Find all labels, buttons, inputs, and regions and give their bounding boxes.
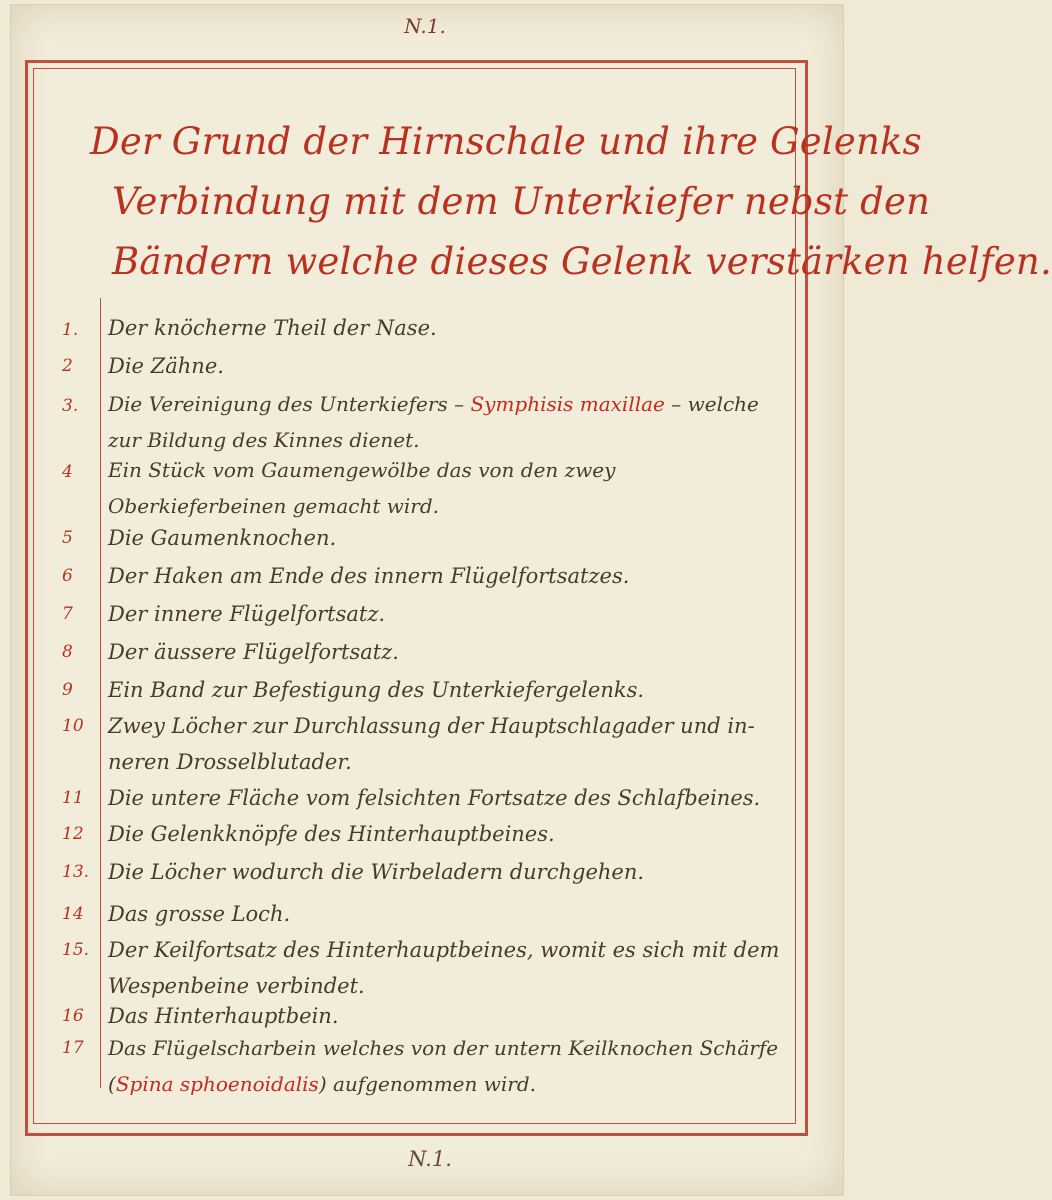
item-text [108, 1030, 788, 1102]
item-text: Der äussere Flügelfortsatz. [108, 640, 399, 664]
item-number: 14 [62, 904, 84, 924]
item-text: Die Löcher wodurch die Wirbeladern durchgehen. [108, 860, 645, 884]
item-text: Ein Stück vom Gaumengewölbe das von den zwey Oberkieferbeinen gemacht wird. [108, 458, 616, 518]
item-number: 1. [62, 320, 79, 340]
item-text: Der Keilfortsatz des Hinterhauptbeines, womit es sich mit dem Wespenbeine verbindet. [108, 938, 780, 998]
item-number: 11 [62, 788, 84, 808]
item-text: Der innere Flügelfortsatz. [108, 602, 386, 626]
item-number: 7 [62, 604, 73, 624]
title-line: Bändern welche dieses Gelenk verstärken helfen. [112, 240, 1052, 283]
page-title [90, 112, 1052, 292]
page-number-bottom: N.1. [408, 1147, 452, 1171]
item-number: 4 [62, 462, 73, 482]
item-number: 2 [62, 356, 73, 376]
item-text: Die Gaumenknochen. [108, 526, 337, 550]
item-text: Die untere Fläche vom felsichten Fortsatze des Schlafbeines. [108, 786, 761, 810]
item-text-part: Das Flügelscharbein welches von der untern Keilknochen Schärfe ( [108, 1036, 779, 1096]
latin-term: Spina sphoenoidalis [115, 1072, 319, 1096]
item-number: 5 [62, 528, 73, 548]
item-number: 12 [62, 824, 84, 844]
item-text: Ein Band zur Befestigung des Unterkiefergelenks. [108, 678, 645, 702]
item-text: Die Zähne. [108, 354, 224, 378]
item-number: 3. [62, 396, 79, 416]
page-number-top: N.1. [404, 14, 446, 38]
item-number: 16 [62, 1006, 84, 1026]
item-text [108, 386, 788, 458]
item-number: 15. [62, 940, 90, 960]
item-number: 10 [62, 716, 84, 736]
item-number: 9 [62, 680, 73, 700]
margin-rule [100, 298, 101, 1088]
latin-term: Symphisis maxillae [470, 392, 665, 416]
item-number: 17 [62, 1038, 84, 1058]
item-text-part: ) aufgenommen wird. [318, 1072, 536, 1096]
item-text: Das Hinterhauptbein. [108, 1004, 339, 1028]
title-line: Verbindung mit dem Unterkiefer nebst den [112, 180, 931, 223]
item-number: 8 [62, 642, 73, 662]
item-text: Der knöcherne Theil der Nase. [108, 316, 437, 340]
item-text: Der Haken am Ende des innern Flügelfortsatzes. [108, 564, 630, 588]
item-number: 13. [62, 862, 90, 882]
title-line: Der Grund der Hirnschale und ihre Gelenks [90, 120, 922, 163]
item-number: 6 [62, 566, 73, 586]
item-text: Zwey Löcher zur Durchlassung der Hauptschlagader und in- neren Drosselblutader. [108, 714, 755, 774]
item-text: Das grosse Loch. [108, 902, 291, 926]
item-text-part: Die Vereinigung des Unterkiefers – [108, 392, 465, 416]
item-text-part: – welche zur Bildung des Kinnes dienet. [108, 392, 759, 452]
item-text: Die Gelenkknöpfe des Hinterhauptbeines. [108, 822, 555, 846]
